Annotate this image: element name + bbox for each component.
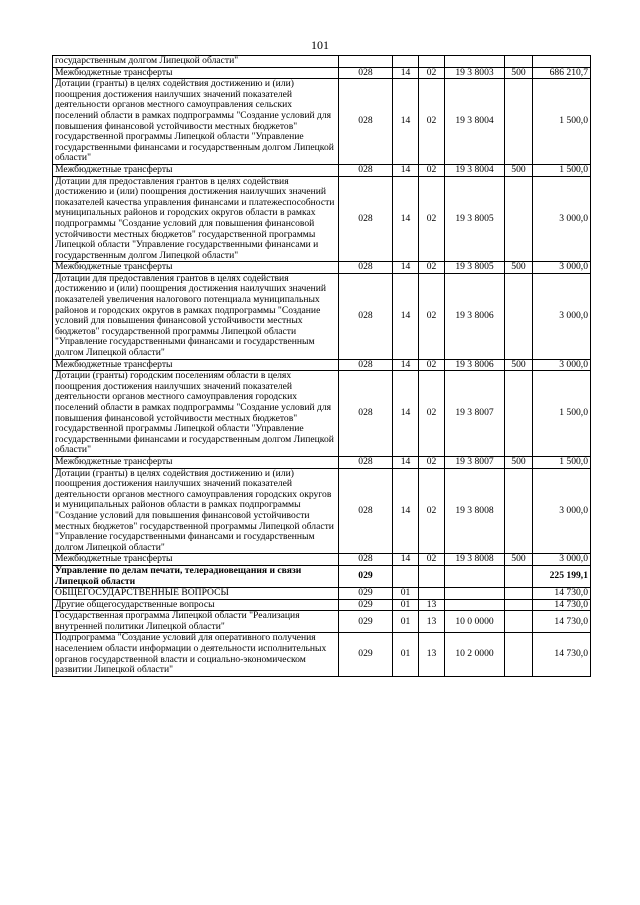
cell-csr: 19 3 8005 [445,176,505,262]
cell-name: Другие общегосударственные вопросы [53,599,339,611]
table-row [53,633,591,676]
cell-csr [445,599,505,611]
cell-sum: 3 000,0 [533,176,591,262]
page-number: 101 [311,38,329,52]
cell-rz: 14 [393,79,419,165]
cell-rz: 14 [393,67,419,79]
cell-rz: 14 [393,359,419,371]
cell-csr: 19 3 8008 [445,468,505,554]
cell-vr: 500 [505,359,533,371]
cell-grbs: 029 [339,611,393,633]
cell-grbs: 028 [339,79,393,165]
cell-pr: 13 [419,611,445,633]
cell-csr: 19 3 8005 [445,262,505,274]
cell-vr [505,371,533,457]
table-row [53,79,591,165]
cell-csr: 19 3 8004 [445,79,505,165]
cell-pr: 02 [419,371,445,457]
cell-sum: 1 500,0 [533,371,591,457]
cell-sum: 14 730,0 [533,611,591,633]
cell-rz: 01 [393,611,419,633]
table-row [53,371,591,457]
table-row [53,611,591,633]
cell-name: Дотации (гранты) в целях содействия достижению и (или) поощрения достижения наилучших значений показателей деятельности органов местного самоуправления сельских поселений области в рамках подпрограммы "Создание условий для повышения финансовой устойчивости местных бюджетов" государственной программы Липецкой области "Управление государственными финансами и государственным долгом Липецкой области" [53,79,339,165]
cell-csr: 19 3 8004 [445,164,505,176]
cell-name: Дотации для предоставления грантов в целях содействия достижению и (или) поощрения достижения наилучших значений показателей увеличения налогового потенциала муниципальных районов и городских округов в рамках подпрограммы "Создание условий для повышения финансовой устойчивости местных бюджетов" государственной программы Липецкой области "Управление государственными финансами и государственным долгом Липецкой области" [53,273,339,359]
cell-rz: 14 [393,468,419,554]
cell-pr [419,56,445,68]
cell-vr: 500 [505,67,533,79]
cell-grbs: 028 [339,456,393,468]
cell-sum: 3 000,0 [533,554,591,566]
budget-table [52,55,591,677]
cell-pr: 02 [419,359,445,371]
cell-name: Подпрограмма "Создание условий для оперативного получения населением области информации о деятельности исполнительных органов государственной власти и социально-экономическом развитии Липецкой области" [53,633,339,676]
cell-csr [445,588,505,600]
cell-pr [419,588,445,600]
table-row [53,468,591,554]
cell-vr [505,611,533,633]
cell-csr: 19 3 8006 [445,359,505,371]
cell-pr [419,565,445,587]
cell-grbs: 028 [339,67,393,79]
cell-sum: 3 000,0 [533,468,591,554]
cell-name: Межбюджетные трансферты [53,164,339,176]
cell-vr [505,56,533,68]
cell-csr [445,56,505,68]
table-row [53,554,591,566]
cell-csr: 10 0 0000 [445,611,505,633]
cell-rz: 14 [393,371,419,457]
cell-name: Межбюджетные трансферты [53,359,339,371]
cell-name: Межбюджетные трансферты [53,554,339,566]
cell-grbs: 028 [339,554,393,566]
cell-sum: 3 000,0 [533,273,591,359]
cell-rz: 14 [393,554,419,566]
cell-sum: 1 500,0 [533,456,591,468]
cell-pr: 02 [419,456,445,468]
cell-pr: 02 [419,176,445,262]
cell-csr: 19 3 8006 [445,273,505,359]
cell-pr: 02 [419,79,445,165]
cell-csr: 19 3 8007 [445,371,505,457]
cell-grbs: 028 [339,359,393,371]
cell-sum: 3 000,0 [533,262,591,274]
cell-rz: 01 [393,588,419,600]
cell-sum [533,56,591,68]
cell-grbs: 028 [339,371,393,457]
cell-rz: 14 [393,456,419,468]
cell-grbs: 029 [339,588,393,600]
cell-pr: 13 [419,633,445,676]
cell-name: Дотации (гранты) городским поселениям области в целях поощрения достижения наилучших значений показателей деятельности органов местного самоуправления городских поселений области в рамках подпрограммы "Создание условий для повышения финансовой устойчивости местных бюджетов" государственной программы Липецкой области "Управление государственными финансами и государственным долгом Липецкой области" [53,371,339,457]
cell-vr: 500 [505,456,533,468]
cell-vr [505,176,533,262]
cell-sum: 14 730,0 [533,588,591,600]
table-row [53,565,591,587]
cell-rz: 01 [393,633,419,676]
cell-pr: 02 [419,468,445,554]
cell-pr: 13 [419,599,445,611]
cell-csr: 10 2 0000 [445,633,505,676]
cell-sum: 1 500,0 [533,79,591,165]
cell-pr: 02 [419,164,445,176]
cell-grbs: 028 [339,273,393,359]
cell-name: Дотации для предоставления грантов в целях содействия достижению и (или) поощрения достижения наилучших значений показателей качества управления финансами и платежеспособности муниципальных районов и городских округов области в рамках подпрограммы "Создание условий для повышения финансовой устойчивости местных бюджетов" государственной программы Липецкой области "Управление государственными финансами и государственным долгом Липецкой области" [53,176,339,262]
cell-csr [445,565,505,587]
cell-rz: 14 [393,273,419,359]
cell-name: Межбюджетные трансферты [53,262,339,274]
cell-sum: 1 500,0 [533,164,591,176]
table-row [53,588,591,600]
cell-sum: 3 000,0 [533,359,591,371]
cell-grbs: 028 [339,176,393,262]
cell-name: Межбюджетные трансферты [53,67,339,79]
cell-name: Управление по делам печати, телерадиовещания и связи Липецкой области [53,565,339,587]
cell-grbs: 028 [339,164,393,176]
cell-sum: 14 730,0 [533,633,591,676]
cell-pr: 02 [419,554,445,566]
cell-grbs: 029 [339,633,393,676]
table-row [53,273,591,359]
table-row [53,56,591,68]
cell-grbs: 028 [339,262,393,274]
cell-vr: 500 [505,554,533,566]
cell-name: ОБЩЕГОСУДАРСТВЕННЫЕ ВОПРОСЫ [53,588,339,600]
cell-sum: 225 199,1 [533,565,591,587]
table-row [53,67,591,79]
cell-csr: 19 3 8007 [445,456,505,468]
table-row [53,599,591,611]
cell-grbs: 028 [339,468,393,554]
cell-pr: 02 [419,67,445,79]
cell-vr: 500 [505,262,533,274]
cell-pr: 02 [419,273,445,359]
cell-rz [393,565,419,587]
cell-name: Государственная программа Липецкой области "Реализация внутренней политики Липецкой области" [53,611,339,633]
cell-vr [505,273,533,359]
cell-grbs: 029 [339,565,393,587]
table-row [53,456,591,468]
cell-sum: 14 730,0 [533,599,591,611]
cell-vr [505,565,533,587]
table-row [53,262,591,274]
cell-vr [505,588,533,600]
table-row [53,359,591,371]
cell-csr: 19 3 8008 [445,554,505,566]
cell-rz: 14 [393,262,419,274]
cell-name: Межбюджетные трансферты [53,456,339,468]
cell-sum: 686 210,7 [533,67,591,79]
cell-rz: 14 [393,164,419,176]
cell-grbs [339,56,393,68]
table-row [53,176,591,262]
cell-vr [505,599,533,611]
table-row [53,164,591,176]
cell-rz [393,56,419,68]
cell-name: государственным долгом Липецкой области" [53,56,339,68]
cell-vr [505,79,533,165]
cell-vr [505,468,533,554]
cell-vr [505,633,533,676]
cell-csr: 19 3 8003 [445,67,505,79]
cell-rz: 14 [393,176,419,262]
cell-vr: 500 [505,164,533,176]
cell-name: Дотации (гранты) в целях содействия достижению и (или) поощрения достижения наилучших значений показателей деятельности органов местного самоуправления городских округов и муниципальных районов области в рамках подпрограммы "Создание условий для повышения финансовой устойчивости местных бюджетов" государственной программы Липецкой области "Управление государственными финансами и государственным долгом Липецкой области" [53,468,339,554]
cell-grbs: 029 [339,599,393,611]
cell-pr: 02 [419,262,445,274]
cell-rz: 01 [393,599,419,611]
